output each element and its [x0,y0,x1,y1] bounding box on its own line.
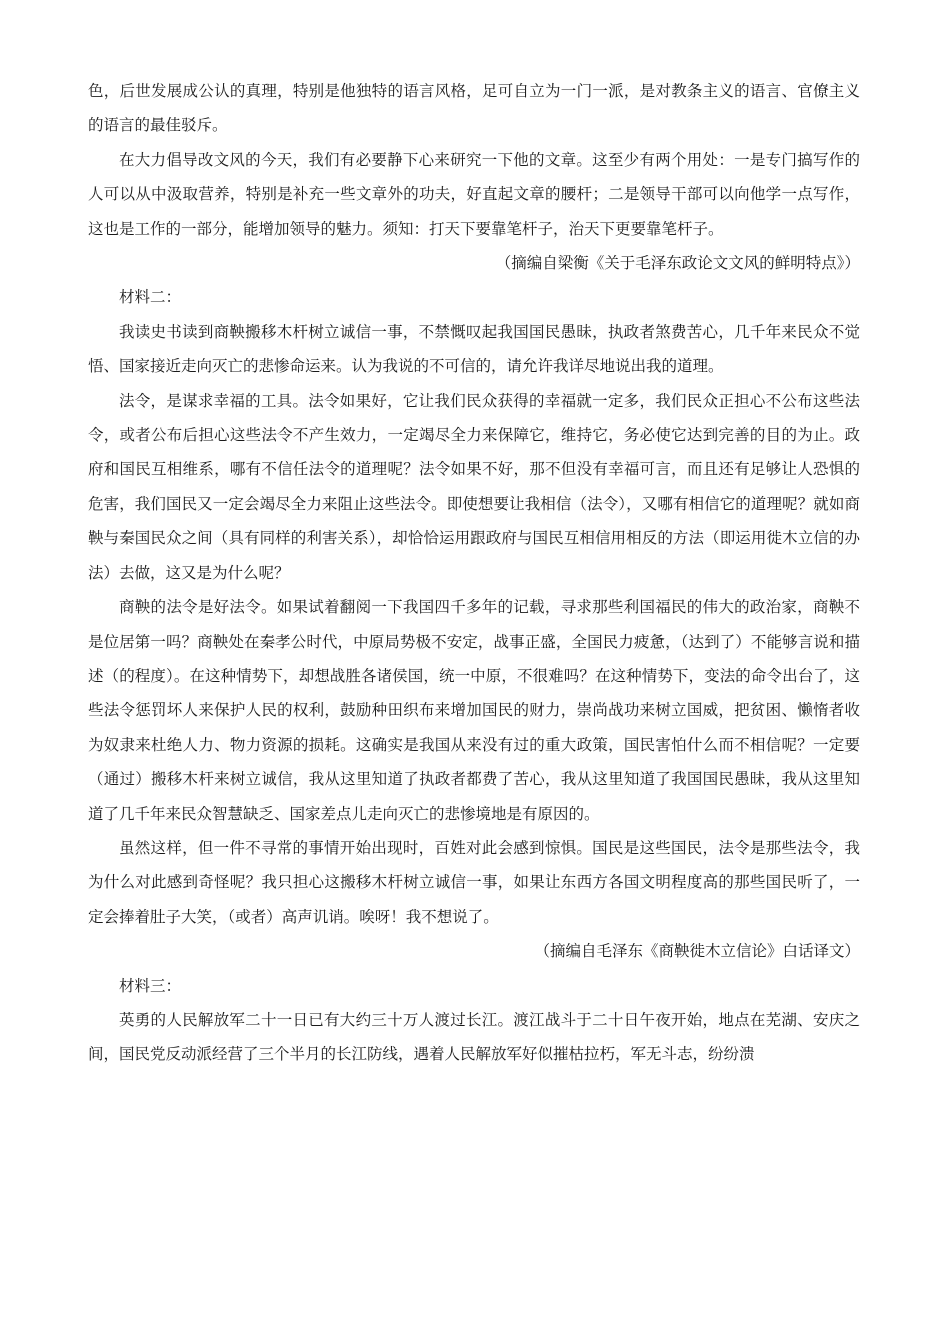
paragraph: 在大力倡导改文风的今天，我们有必要静下心来研究一下他的文章。这至少有两个用处：一是专门搞写作的人可以从中汲取营养，特别是补充一些文章外的功夫，好直起文章的腰杆；二是领导干部可以向他学一点写作，这也是工作的一部分，能增加领导的魅力。须知：打天下要靠笔杆子，治天下更要靠笔杆子。 [88,150,860,238]
paragraph: 我读史书读到商鞅搬移木杆树立诚信一事，不禁慨叹起我国国民愚昧，执政者煞费苦心，几千年来民众不觉悟、国家接近走向灭亡的悲惨命运来。认为我说的不可信的，请允许我详尽地说出我的道理。 [88,322,860,376]
source-citation: （摘编自毛泽东《商鞅徙木立信论》白话译文） [534,942,860,961]
material-heading: 材料三： [119,976,182,995]
paragraph: 色，后世发展成公认的真理，特别是他独特的语言风格，足可自立为一门一派，是对教条主义的语言、官僚主义的语言的最佳驳斥。 [88,82,860,135]
paragraph: 虽然这样，但一件不寻常的事情开始出现时，百姓对此会感到惊惧。国民是这些国民，法令是那些法令，我为什么对此感到奇怪呢？我只担心这搬移木杆树立诚信一事，如果让东西方各国文明程度高的那些国民听了，一定会捧着肚子大笑，（或者）高声讥诮。唉呀！我不想说了。 [88,838,860,926]
paragraph: 法令，是谋求幸福的工具。法令如果好，它让我们民众获得的幸福就一定多，我们民众正担心不公布这些法令，或者公布后担心这些法令不产生效力，一定竭尽全力来保障它，维持它，务必使它达到完善的目的为止。政府和国民互相维系，哪有不信任法令的道理呢？法令如果不好，那不但没有幸福可言，而且还有足够让人恐惧的危害，我们国民又一定会竭尽全力来阻止这些法令。即使想要让我相信（法令），又哪有相信它的道理呢？就如商鞅与秦国民众之间（具有同样的利害关系），却恰恰运用跟政府与国民互相信用相反的方法（即运用徙木立信的办法）去做，这又是为什么呢？ [88,391,860,582]
document-page [88,74,860,1072]
material-heading: 材料二： [119,288,182,307]
paragraph: 商鞅的法令是好法令。如果试着翻阅一下我国四千多年的记载，寻求那些利国福民的伟大的政治家，商鞅不是位居第一吗？商鞅处在秦孝公时代，中原局势极不安定，战事正盛，全国民力疲惫，（达到了）不能够言说和描述（的程度）。在这种情势下，却想战胜各诸侯国，统一中原，不很难吗？在这种情势下，变法的命令出台了，这些法令惩罚坏人来保护人民的权利，鼓励种田织布来增加国民的财力，崇尚战功来树立国威，把贫困、懒惰者收为奴隶来杜绝人力、物力资源的损耗。这确实是我国从来没有过的重大政策，国民害怕什么而不相信呢？一定要（通过）搬移木杆来树立诚信，我从这里知道了执政者都费了苦心，我从这里知道了我国国民愚昧，我从这里知道了几千年来民众智慧缺乏、国家差点儿走向灭亡的悲惨境地是有原因的。 [88,598,860,823]
source-citation: （摘编自梁衡《关于毛泽东政论文文风的鲜明特点》） [495,254,860,273]
paragraph: 英勇的人民解放军二十一日已有大约三十万人渡过长江。渡江战斗于二十日午夜开始，地点在芜湖、安庆之间，国民党反动派经营了三个半月的长江防线，遇着人民解放军好似摧枯拉朽，军无斗志，纷纷溃 [88,1010,860,1064]
